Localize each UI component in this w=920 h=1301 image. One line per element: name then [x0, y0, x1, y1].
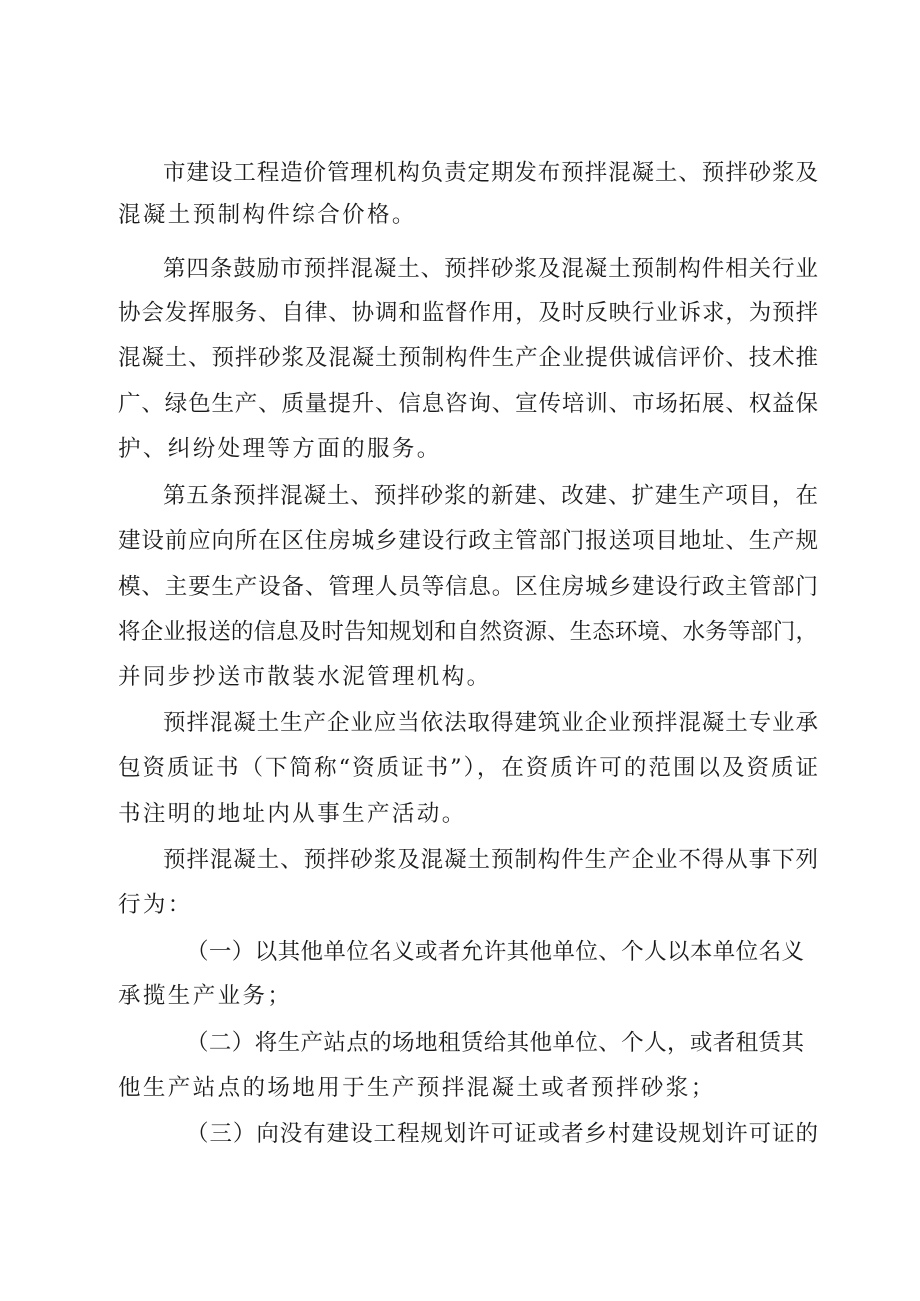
text-line: 混凝土预制构件综合价格。	[118, 202, 417, 228]
text-line: 护、纠纷处理等方面的服务。	[118, 436, 442, 462]
text-line: 将企业报送的信息及时告知规划和自然资源、生态环境、水务等部门，	[118, 619, 818, 645]
text-line: 协会发挥服务、自律、协调和监督作用，及时反映行业诉求，为预拌	[118, 300, 818, 326]
text-line: 预拌混凝土、预拌砂浆及混凝土预制构件生产企业不得从事下列	[163, 847, 818, 873]
text-line: 建设前应向所在区住房城乡建设行政主管部门报送项目地址、生产规	[118, 528, 818, 554]
text-line: 承揽生产业务；	[118, 983, 293, 1009]
text-line: 模、主要生产设备、管理人员等信息。区住房城乡建设行政主管部门	[118, 574, 818, 600]
list-item-2: （二）将生产站点的场地租赁给其他单位、个人，或者租赁其	[186, 1030, 804, 1056]
text-line: 预拌混凝土生产企业应当依法取得建筑业企业预拌混凝土专业承	[163, 710, 818, 736]
text-line: 市建设工程造价管理机构负责定期发布预拌混凝土、预拌砂浆及	[163, 160, 818, 186]
list-item-3: （三）向没有建设工程规划许可证或者乡村建设规划许可证的	[186, 1121, 818, 1147]
text-line: 第五条预拌混凝土、预拌砂浆的新建、改建、扩建生产项目，在	[163, 483, 818, 509]
text-line: 并同步抄送市散装水泥管理机构。	[118, 664, 492, 690]
text-line: 包资质证书（下简称“资质证书”），在资质许可的范围以及资质证	[118, 755, 818, 781]
text-line: 他生产站点的场地用于生产预拌混凝土或者预拌砂浆；	[118, 1075, 716, 1101]
text-line: 广、绿色生产、质量提升、信息咨询、宣传培训、市场拓展、权益保	[118, 391, 818, 417]
text-line: 混凝土、预拌砂浆及混凝土预制构件生产企业提供诚信评价、技术推	[118, 345, 818, 371]
text-line: 书注明的地址内从事生产活动。	[118, 801, 467, 827]
list-item-1: （一）以其他单位名义或者允许其他单位、个人以本单位名义	[186, 939, 804, 965]
text-line: 行为：	[118, 892, 193, 918]
text-line: 第四条鼓励市预拌混凝土、预拌砂浆及混凝土预制构件相关行业	[163, 256, 818, 282]
